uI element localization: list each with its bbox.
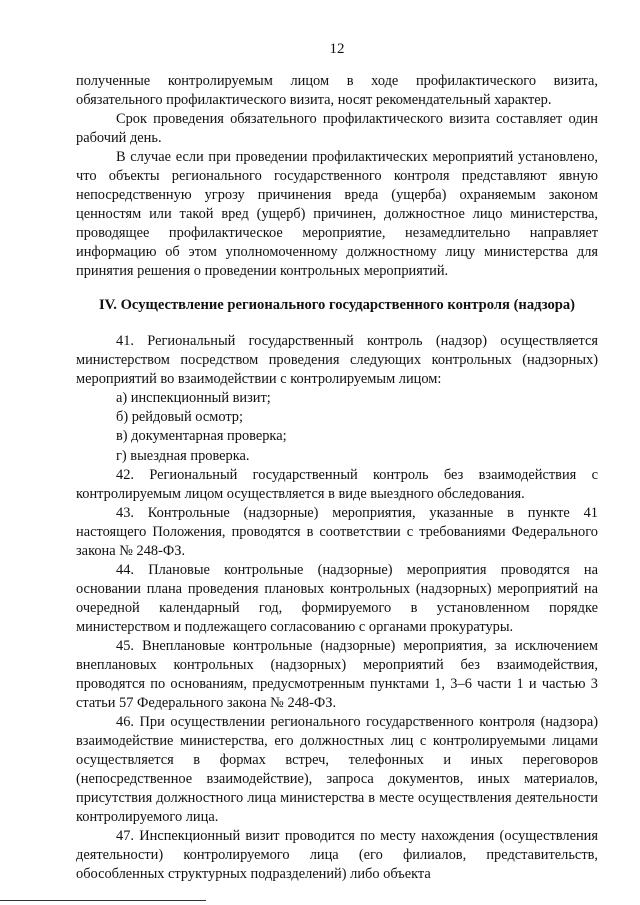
list-item: б) рейдовый осмотр;	[116, 409, 243, 426]
paragraph-continuation: полученные контролируемым лицом в ходе профилактического визита, обязательного профилактического визита, носят рекомендательный характер.	[76, 73, 598, 108]
paragraph-43: 43. Контрольные (надзорные) мероприятия, указанные в пункте 41 настоящего Положения, проводятся в соответствии с требованиями Федерального закона № 248-ФЗ.	[76, 504, 598, 559]
page-number: 12	[329, 41, 345, 57]
document-page	[76, 40, 598, 884]
list-item: а) инспекционный визит;	[116, 390, 271, 406]
list-item: г) выездная проверка.	[116, 447, 250, 464]
paragraph-46: 46. При осуществлении регионального государственного контроля (надзора) взаимодействие министерства, его должностных лиц с контролируемыми лицами осуществляется в формах встреч, телефонных и иных переговоров (непосредственное взаимодействие), запроса документов, иных материалов, присутствия должностного лица министерства в месте осуществления деятельности контролируемого лица.	[76, 713, 598, 825]
paragraph-42: 42. Региональный государственный контроль без взаимодействия с контролируемым лицом осуществляется в виде выездного обследования.	[76, 466, 598, 502]
section-heading: IV. Осуществление регионального государственного контроля (надзора)	[98, 297, 576, 313]
paragraph-visit-duration: Срок проведения обязательного профилактического визита составляет один рабочий день.	[76, 111, 598, 146]
list-41	[76, 389, 598, 466]
paragraph-44: 44. Плановые контрольные (надзорные) мероприятия проводятся на основании плана проведения плановых контрольных (надзорных) мероприятий на очередной календарный год, формируемого в установленном порядке министерством и подлежащего согласованию с органами прокуратуры.	[76, 561, 598, 635]
page-edge-line	[0, 900, 206, 901]
paragraph-47: 47. Инспекционный визит проводится по месту нахождения (осуществления деятельности) контролируемого лица (его филиалов, представительств, обособленных структурных подразделений) либо объекта	[76, 827, 598, 882]
list-item: в) документарная проверка;	[116, 428, 287, 445]
paragraph-41: 41. Региональный государственный контроль (надзор) осуществляется министерством посредством проведения следующих контрольных (надзорных) мероприятий во взаимодействии с контролируемым лицом:	[76, 333, 598, 387]
paragraph-threat-case: В случае если при проведении профилактических мероприятий установлено, что объекты регионального государственного контроля представляют явную непосредственную угрозу причинения вреда (ущерба) охраняемым законом ценностям или такой вред (ущерб) причинен, должностное лицо министерства, проводящее профилактическое мероприятие, незамедлительно направляет информацию об этом уполномоченному должностному лицу министерства для принятия решения о проведении контрольных мероприятий.	[76, 149, 598, 279]
paragraph-45: 45. Внеплановые контрольные (надзорные) мероприятия, за исключением внеплановых контрольных (надзорных) мероприятий без взаимодействия, проводятся по основаниям, предусмотренным пунктами 1, 3–6 части 1 и частью 3 статьи 57 Федерального закона № 248-ФЗ.	[76, 637, 598, 711]
